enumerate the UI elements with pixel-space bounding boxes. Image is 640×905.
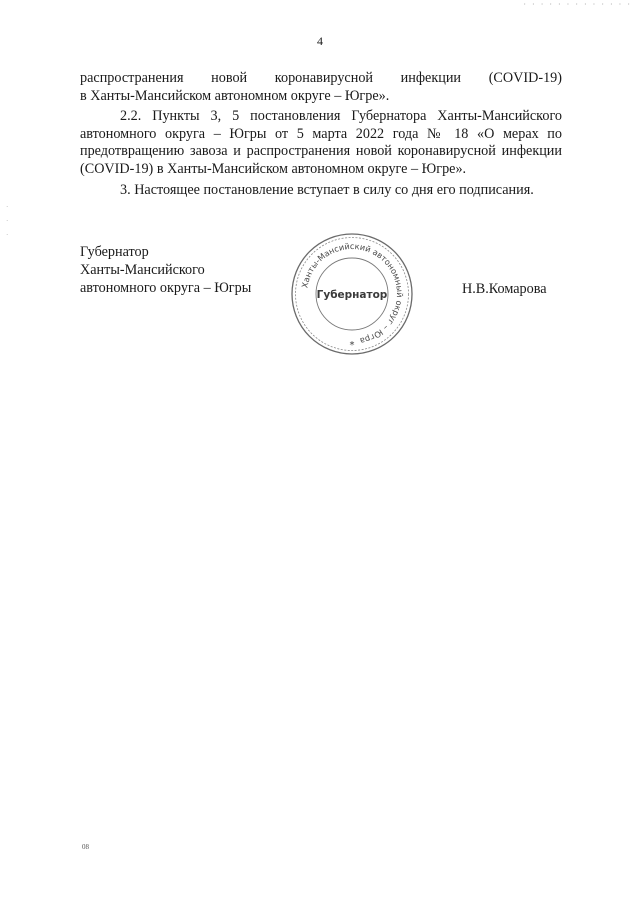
signatory-position-line: Губернатор (80, 244, 149, 260)
page-number: 4 (317, 34, 323, 48)
signatory-name: Н.В.Комарова (462, 281, 547, 297)
seal-star-icon: * (349, 340, 355, 351)
continuation-line-2: в Ханты-Мансийском автономном округе – Югре». (80, 87, 390, 104)
signatory-position-line: автономного округа – Югры (80, 279, 252, 296)
paragraph-item-2-2: 2.2. Пункты 3, 5 постановления Губернатора Ханты-Мансийского автономного округа – Югры от 5 марта 2022 года № 18 «О мерах по предотвращению завоза и распространения новой коронавирусной инфекции (COVID-19) в Ханты-Мансийском автономном округе – Югре». (80, 108, 562, 177)
continuation-line-1: распространения новой коронавирусной инфекции (COVID-19) (80, 70, 562, 86)
document-body (80, 70, 562, 199)
official-seal-stamp (288, 230, 416, 358)
margin-scan-marks: · · · (6, 203, 9, 239)
paragraph-item-3: 3. Настоящее постановление вступает в силу со дня его подписания. (120, 181, 534, 198)
seal-ring-text: Ханты-Мансийский автономный округ – Югра (299, 240, 406, 347)
signatory-position-line: Ханты-Мансийского (80, 261, 205, 278)
seal-center-text: Губернатор (316, 289, 388, 301)
footer-code: 08 (82, 843, 89, 851)
corner-scan-marks: · · · · · · · · · · · · · (523, 0, 632, 9)
signatory-position (80, 244, 251, 297)
